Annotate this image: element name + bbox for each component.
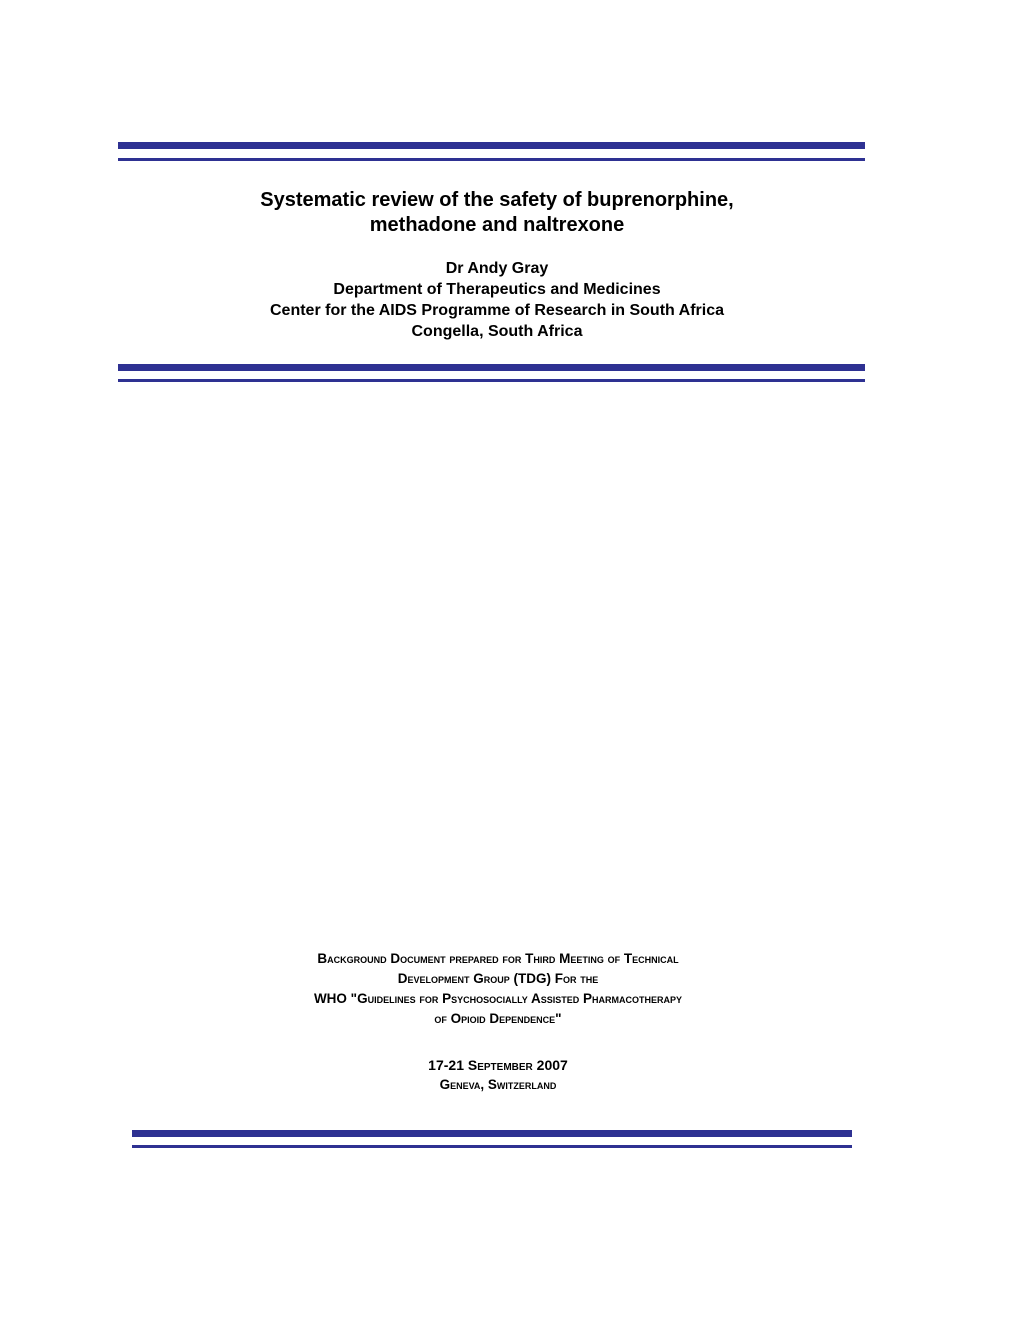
background-line-2: Development Group (TDG) For the xyxy=(397,971,599,986)
middle-rule-thin xyxy=(118,379,865,382)
background-line-4: of Opioid Dependence" xyxy=(434,1011,562,1026)
author-center: Center for the AIDS Programme of Research in South Africa xyxy=(269,302,724,319)
author-block xyxy=(0,258,994,342)
meeting-dates: 17-21 September 2007 xyxy=(428,1057,568,1073)
bottom-rule-thick xyxy=(132,1130,852,1137)
top-rule-thick xyxy=(118,142,865,149)
background-document-block xyxy=(0,949,996,1095)
background-line-1: Background Document prepared for Third Meeting of Technical xyxy=(317,951,679,966)
middle-rule-thick xyxy=(118,364,865,371)
document-title xyxy=(0,188,994,238)
author-location: Congella, South Africa xyxy=(411,323,583,340)
title-line-1: Systematic review of the safety of buprenorphine, xyxy=(260,189,734,211)
title-line-2: methadone and naltrexone xyxy=(369,214,625,236)
background-line-3: WHO "Guidelines for Psychosocially Assisted Pharmacotherapy xyxy=(313,991,683,1006)
spacer xyxy=(0,1029,996,1055)
author-department: Department of Therapeutics and Medicines xyxy=(333,281,661,298)
bottom-rule-thin xyxy=(132,1145,852,1148)
author-name: Dr Andy Gray xyxy=(445,260,549,277)
top-rule-thin xyxy=(118,158,865,161)
meeting-place: Geneva, Switzerland xyxy=(439,1077,557,1092)
